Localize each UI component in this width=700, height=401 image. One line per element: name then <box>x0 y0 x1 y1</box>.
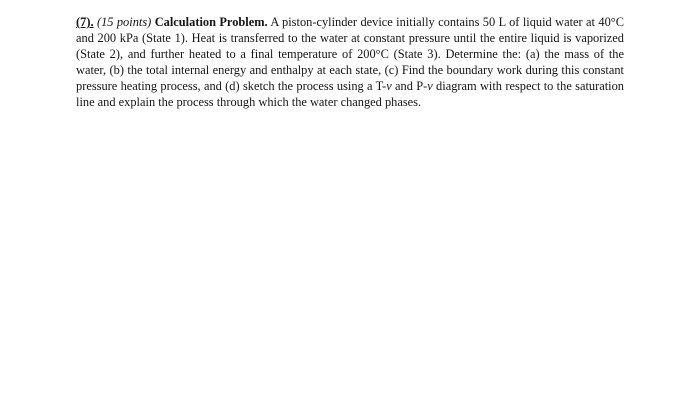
question-points: (15 points) <box>96 15 152 29</box>
question-number: (7). <box>76 15 94 29</box>
variable-v-1: v <box>386 79 392 94</box>
question-text-part-3: diagram with respect to the saturation line and explain the process through which the water changed phases. <box>76 79 624 110</box>
question-paragraph <box>76 14 624 110</box>
question-type-label: Calculation Problem. <box>154 15 268 29</box>
question-text-part-1: A piston-cylinder device initially contains 50 L of liquid water at 40°C and 200 kPa (State 1). Heat is transferred to the water at constant pressure until the entire liquid is vaporized (State 2), and further heated to a final temperature of 200°C (State 3). Determine the: (a) the mass of the water, (b) the total internal energy and enthalpy at each state, (c) Find the boundary work during this constant pressure heating process, and (d) sketch the process using a T- <box>76 15 624 94</box>
question-text-part-2: and P- <box>391 79 428 94</box>
variable-v-2: v <box>427 79 433 94</box>
question-block <box>76 14 624 110</box>
